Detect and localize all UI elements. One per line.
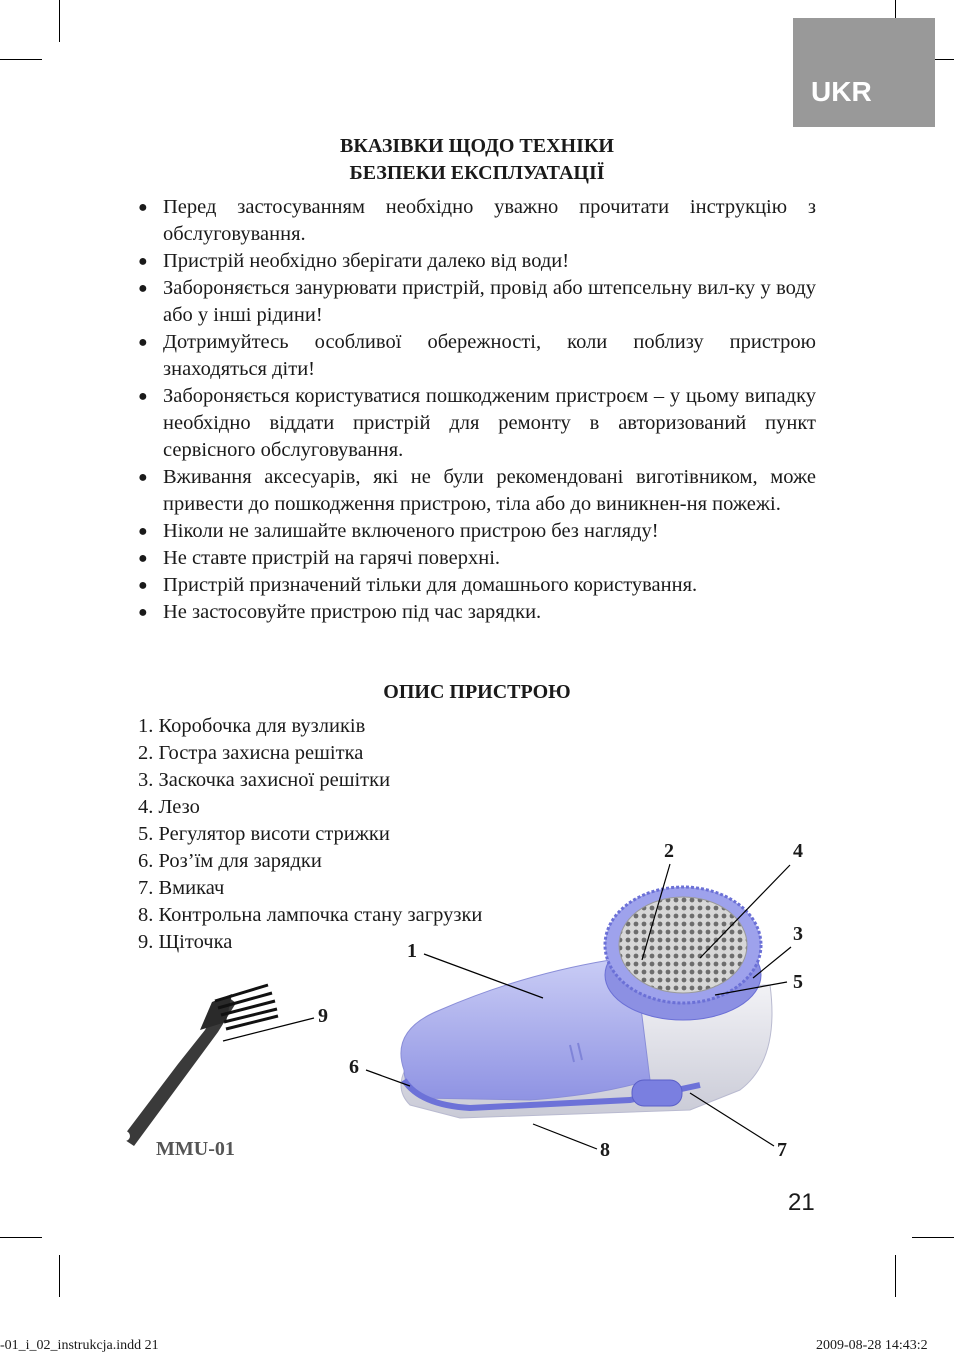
list-item: ● Дотримуйтесь особливої обережності, коли поблизу пристрою знаходяться діти!: [138, 331, 816, 380]
bullet-icon: ●: [138, 577, 148, 594]
slug-timestamp: 2009-08-28 14:43:2: [816, 1338, 928, 1353]
bullet-icon: ●: [138, 469, 148, 486]
lint-remover-image: [401, 887, 772, 1118]
list-item: 8. Контрольна лампочка стану загрузки: [138, 904, 483, 926]
bullet-icon: ●: [138, 280, 148, 297]
list-item: ● Не застосовуйте пристрою під час зарядки.: [138, 599, 816, 626]
list-item: ● Забороняється користуватися пошкодженим пристроєм – у цьому випадку необхідно віддати пристрій для ремонту в авторизований пункт сервісного обслуговування.: [138, 385, 816, 461]
bullet-icon: ●: [138, 334, 148, 351]
callout-9: 9: [318, 1005, 328, 1027]
model-label: MMU-01: [156, 1138, 235, 1160]
list-item: 7. Вмикач: [138, 877, 225, 899]
page-number: 21: [788, 1189, 815, 1216]
bullet-icon: ●: [138, 604, 148, 621]
list-item: ● Пристрій призначений тільки для домашнього користування.: [138, 572, 816, 599]
list-item: ● Не ставте пристрій на гарячі поверхні.: [138, 545, 816, 572]
slug-filename: -01_i_02_instrukcja.indd 21: [0, 1338, 159, 1353]
list-item: 5. Регулятор висоти стрижки: [138, 823, 390, 845]
list-item: 4. Лезо: [138, 796, 200, 818]
bullet-icon: ●: [138, 199, 148, 216]
list-item: ● Ніколи не залишайте включеного пристрою без нагляду!: [138, 518, 816, 545]
callout-8: 8: [600, 1139, 610, 1161]
list-item: 9. Щіточка: [138, 931, 233, 953]
list-item: ● Перед застосуванням необхідно уважно прочитати інструкцію з обслуговування.: [138, 196, 816, 245]
bullet-icon: ●: [138, 523, 148, 540]
bullet-icon: ●: [138, 388, 148, 405]
callout-7: 7: [777, 1139, 787, 1161]
safety-title-line2: БЕЗПЕКИ ЕКСПЛУАТАЦІЇ: [349, 162, 605, 184]
list-item: ● Пристрій необхідно зберігати далеко від води!: [138, 248, 816, 275]
safety-title-line1: ВКАЗІВКИ ЩОДО ТЕХНІКИ: [340, 135, 614, 157]
description-title: ОПИС ПРИСТРОЮ: [383, 681, 571, 703]
callout-3: 3: [793, 923, 803, 945]
bullet-icon: ●: [138, 253, 148, 270]
bullet-icon: ●: [138, 550, 148, 567]
brush-icon: [120, 985, 278, 1146]
list-item: 6. Роз’їм для зарядки: [138, 850, 322, 872]
callout-5: 5: [793, 971, 803, 993]
list-item: 2. Гостра захисна решітка: [138, 742, 364, 764]
list-item: 3. Заскочка захисної решітки: [138, 769, 391, 791]
callout-2: 2: [664, 840, 674, 862]
list-item: ● Вживання аксесуарів, які не були рекомендовані виготівником, може привести до пошкодження пристрою, тіла або до виникнен-ня пожежі.: [138, 466, 816, 515]
list-item: ● Забороняється занурювати пристрій, провід або штепсельну вил-ку у воду або у інші рідини!: [138, 277, 816, 326]
callout-4: 4: [793, 840, 803, 862]
callout-1: 1: [407, 940, 417, 962]
language-code: UKR: [811, 76, 872, 107]
list-item: 1. Коробочка для вузликів: [138, 715, 366, 737]
callout-6: 6: [349, 1056, 359, 1078]
